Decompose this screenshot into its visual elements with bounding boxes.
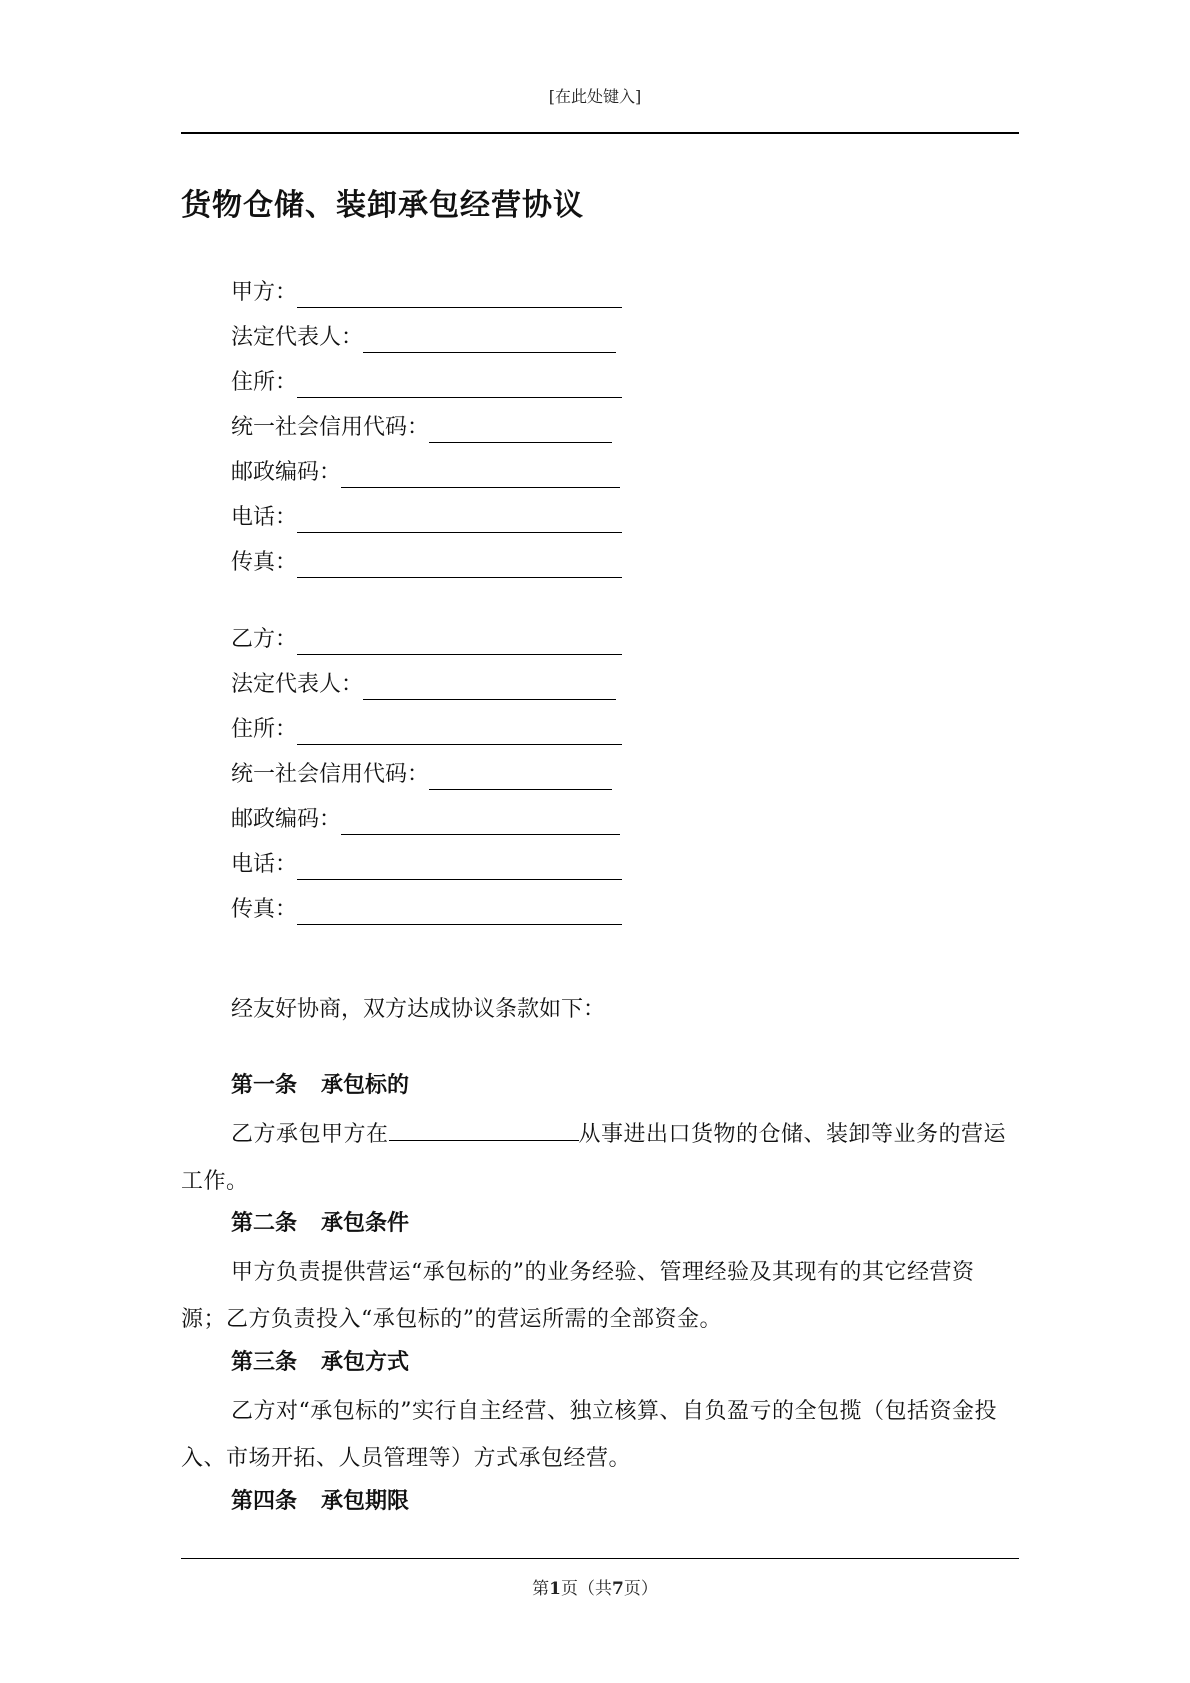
body-text: 乙方承包甲方在 <box>231 1122 389 1147</box>
blank-line[interactable] <box>389 1118 579 1141</box>
blank-line[interactable] <box>341 461 620 488</box>
party-a-phone-field <box>231 503 622 533</box>
blank-line[interactable] <box>429 763 612 790</box>
page-footer <box>0 1574 1190 1599</box>
blank-line[interactable] <box>341 808 620 835</box>
field-label: 传真： <box>231 897 298 922</box>
party-a-fax-field <box>231 548 622 578</box>
blank-line[interactable] <box>429 416 612 443</box>
party-b-fax-field <box>231 895 622 925</box>
party-b-rep-field <box>231 670 616 700</box>
blank-line[interactable] <box>297 281 622 308</box>
article-3-title <box>231 1347 409 1377</box>
party-b-address-field <box>231 715 622 745</box>
article-1-title <box>231 1070 409 1100</box>
page-number: 1 <box>549 1579 561 1599</box>
field-label: 传真： <box>231 550 298 575</box>
intro-text: 经友好协商，双方达成协议条款如下： <box>231 997 606 1022</box>
article-number: 第四条 <box>231 1488 298 1514</box>
blank-line[interactable] <box>297 628 622 655</box>
field-label: 乙方： <box>231 627 298 652</box>
total-pages: 7 <box>612 1579 624 1599</box>
blank-line[interactable] <box>297 371 622 398</box>
field-label: 甲方： <box>231 280 298 305</box>
article-2-title <box>231 1208 409 1238</box>
party-a-credit-code-field <box>231 413 612 443</box>
blank-line[interactable] <box>297 551 622 578</box>
party-a-address-field <box>231 368 622 398</box>
article-3-body: 乙方对“承包标的”实行自主经营、独立核算、自负盈亏的全包揽（包括资金投入、市场开拓、人员管理等）方式承包经营。 <box>181 1399 997 1471</box>
blank-line[interactable] <box>297 506 622 533</box>
article-number: 第一条 <box>231 1072 298 1098</box>
article-4-title <box>231 1486 409 1516</box>
field-label: 邮政编码： <box>231 807 342 832</box>
party-b-phone-field <box>231 850 622 880</box>
blank-line[interactable] <box>363 326 616 353</box>
blank-line[interactable] <box>297 853 622 880</box>
field-label: 统一社会信用代码： <box>231 762 430 787</box>
blank-line[interactable] <box>297 898 622 925</box>
article-heading: 承包期限 <box>321 1488 410 1514</box>
article-number: 第二条 <box>231 1210 298 1236</box>
party-b-postcode-field <box>231 805 620 835</box>
field-label: 住所： <box>231 717 298 742</box>
party-a-postcode-field <box>231 458 620 488</box>
article-2-body: 甲方负责提供营运“承包标的”的业务经验、管理经验及其现有的其它经营资源；乙方负责投入“承包标的”的营运所需的全部资金。 <box>181 1260 975 1332</box>
intro-paragraph <box>231 995 605 1025</box>
field-label: 邮政编码： <box>231 460 342 485</box>
article-heading: 承包标的 <box>321 1072 410 1098</box>
article-heading: 承包方式 <box>321 1349 410 1375</box>
party-a-name-field <box>231 278 622 308</box>
article-number: 第三条 <box>231 1349 298 1375</box>
blank-line[interactable] <box>297 718 622 745</box>
field-label: 住所： <box>231 370 298 395</box>
article-1-body <box>181 1111 1019 1205</box>
body-text: 从事进出口货物的仓储、装卸等业务的营运工作。 <box>181 1122 1007 1194</box>
article-heading: 承包条件 <box>321 1210 410 1236</box>
page-header: [在此处键入] <box>548 87 642 106</box>
document-title: 货物仓储、装卸承包经营协议 <box>181 188 584 223</box>
footer-prefix: 第 <box>532 1579 550 1599</box>
field-label: 电话： <box>231 852 298 877</box>
party-a-rep-field <box>231 323 616 353</box>
footer-middle: 页（共 <box>561 1579 612 1599</box>
party-b-name-field <box>231 625 622 655</box>
footer-suffix: 页） <box>623 1579 658 1599</box>
field-label: 统一社会信用代码： <box>231 415 430 440</box>
footer-divider <box>181 1558 1019 1559</box>
party-b-credit-code-field <box>231 760 612 790</box>
blank-line[interactable] <box>363 673 616 700</box>
field-label: 电话： <box>231 505 298 530</box>
field-label: 法定代表人： <box>231 325 364 350</box>
header-divider <box>181 132 1019 134</box>
field-label: 法定代表人： <box>231 672 364 697</box>
